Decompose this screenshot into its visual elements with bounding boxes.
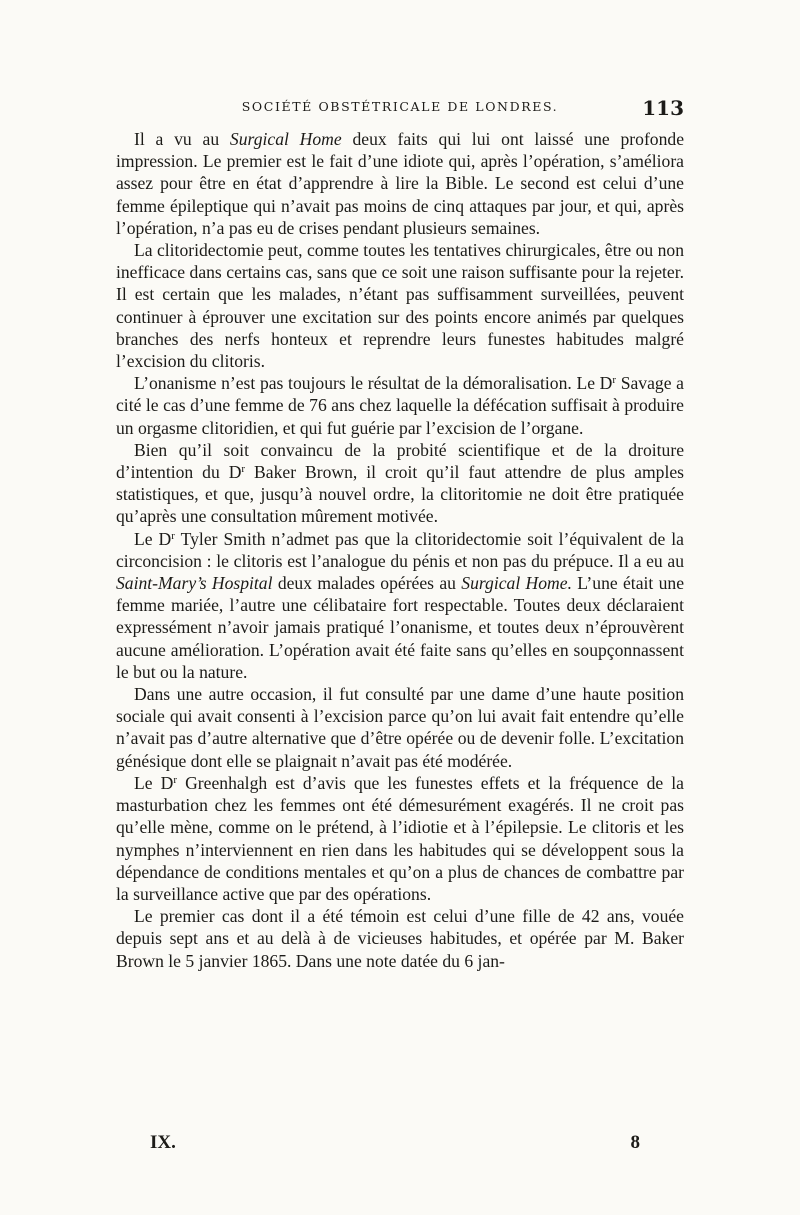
paragraph [116, 128, 684, 239]
text-run: Savage a cité le cas d’une femme de 76 ans chez laquelle la défécation suffisait à produire un orgasme clitoridien, et qui fut guérie par l’excision de l’organe. [116, 373, 684, 438]
text-run: La clitoridectomie peut, comme toutes les tentatives chirurgicales, être ou non inefficace dans certains cas, sans que ce soit une raison suffisante pour la rejeter. Il est certain que les malades, n’étant pas suffisamment surveillées, peuvent continuer à éprouver une excitation sur des points encore animés par quelques branches des nerfs honteux et reprendre leurs funestes habitudes malgré l’excision du clitoris. [116, 240, 684, 372]
paragraph [116, 683, 684, 772]
text-run: deux faits qui lui ont laissé une profonde impression. Le premier est le fait d’une idiote qui, après l’opération, s’améliora assez pour être en état d’apprendre à lire la Bible. Le second est celui d’une femme épileptique qui n’avait pas moins de cinq attaques par jour, et qui, après l’opération, n’a pas eu de crises pendant plusieurs semaines. [116, 129, 684, 238]
paragraph [116, 239, 684, 372]
text-run: deux malades opérées au [272, 573, 462, 594]
text-run: L’onanisme n’est pas toujours le résultat de la démoralisation. Le D [134, 373, 613, 394]
text-run: L’une était une femme mariée, l’autre une célibataire fort respectable. Toutes deux déclaraient expressément n’avoir jamais pratiqué l’onanisme, et toutes deux n’éprouvèrent aucune amélioration. L’opération avait été faite sans qu’elles en soupçonnassent le but ou la nature. [116, 573, 684, 682]
italic-text: Surgical Home. [461, 573, 572, 594]
paragraph [116, 772, 684, 905]
text-run: Bien qu’il soit convaincu de la probité scientifique et de la droiture d’intention du D [116, 439, 684, 483]
italic-text: Surgical Home [229, 129, 342, 149]
running-head [116, 96, 684, 120]
superscript-text: r [171, 529, 175, 542]
text-run: Le D [134, 528, 172, 549]
paragraph [116, 905, 684, 972]
text-run: Le premier cas dont il a été témoin est celui d’une fille de 42 ans, vouée depuis sept ans et au delà à de vicieuses habitudes, et opérée par M. Baker Brown le 5 janvier 1865. Dans une note datée du 6 jan- [116, 906, 684, 971]
running-title: SOCIÉTÉ OBSTÉTRICALE DE LONDRES. [241, 99, 559, 114]
text-run: Baker Brown, il croit qu’il faut attendre de plus amples statistiques, et que, jusqu’à nouvel ordre, la clitoritomie ne doit être pratiquée qu’après une consultation mûrement motivée. [116, 462, 684, 527]
text-run: Dans une autre occasion, il fut consulté par une dame d’une haute position sociale qui avait consenti à l’excision parce qu’on lui avait fait entendre qu’elle n’avait pas d’autre alternative que d’être opérée ou de devenir folle. L’excitation génésique dont elle se plaignait n’avait pas été modérée. [116, 684, 684, 771]
text-run: Greenhalgh est d’avis que les funestes effets et la fréquence de la masturbation chez les femmes ont été démesurément exagérés. Il ne croit pas qu’elle mène, comme on le prétend, à l’idiotie et à l’épilepsie. Le clitoris et les nymphes n’interviennent en rien dans les habitudes qui se développent sous la dépendance de conditions mentales et qu’on a plus de chances de combattre par la surveillance active que par des opérations. [116, 772, 684, 904]
text-run: Il a vu au [134, 129, 230, 149]
paragraph [116, 439, 684, 528]
volume-signature: IX. [150, 1132, 176, 1153]
paragraph [116, 372, 684, 439]
page-number: 113 [642, 96, 684, 120]
text-run: Le D [134, 772, 174, 793]
superscript-text: r [612, 374, 617, 387]
superscript-text: r [241, 463, 246, 476]
sheet-signature: 8 [630, 1132, 640, 1153]
paragraph [116, 528, 684, 683]
body-text [116, 128, 684, 972]
superscript-text: r [173, 773, 178, 786]
text-run: Tyler Smith n’admet pas que la clitoridectomie soit l’équivalent de la circoncision : le clitoris est l’analogue du pénis et non pas du prépuce. Il a eu au [116, 528, 684, 571]
italic-text: Saint-Mary’s Hospital [116, 573, 273, 594]
signature-line [150, 1132, 640, 1156]
